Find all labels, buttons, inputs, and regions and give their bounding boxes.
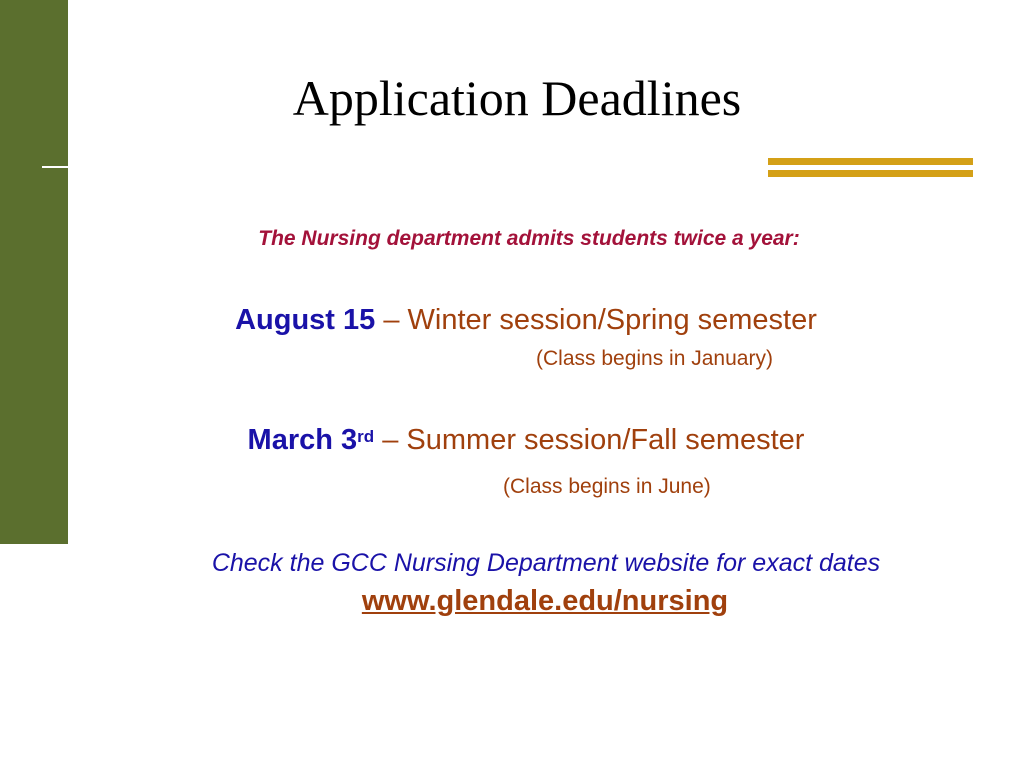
deadline-date-text: March 3 [247, 424, 358, 456]
deadline-date [235, 304, 375, 336]
class-begins-note-january: (Class begins in January) [536, 347, 773, 370]
deadline-date-text: August 15 [235, 304, 376, 336]
check-website-text: Check the GCC Nursing Department website for exact dates [211, 549, 881, 577]
deadline-date [248, 424, 375, 456]
website-line [0, 584, 1024, 618]
deadline-separator: – [382, 424, 399, 456]
decorative-gold-lines [768, 158, 973, 179]
intro-text: The Nursing department admits students twice a year: [258, 227, 800, 250]
deadline-separator: – [383, 304, 400, 336]
ordinal-suffix: rd [357, 427, 375, 446]
class-begins-note-june: (Class begins in June) [503, 475, 711, 498]
decorative-tick-mark [42, 166, 68, 168]
deadline-session: Summer session/Fall semester [406, 424, 805, 456]
gold-line-top [768, 158, 973, 165]
deadline-march [0, 422, 1024, 458]
deadline-session: Winter session/Spring semester [407, 304, 817, 336]
slide-title: Application Deadlines [292, 70, 742, 126]
deadline-august [0, 302, 1024, 338]
gold-line-bottom [768, 170, 973, 177]
website-link[interactable]: www.glendale.edu/nursing [361, 585, 729, 617]
